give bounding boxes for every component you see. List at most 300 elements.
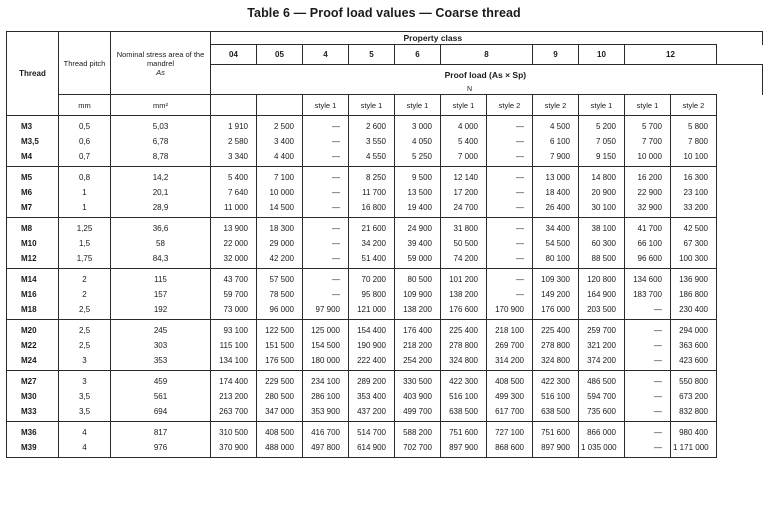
proof-load-col-1-row-1: 174 400: [219, 376, 248, 386]
thread-cell-row-2: M30: [21, 391, 37, 401]
proof-load-col-5-row-3: 138 200: [403, 304, 432, 314]
proof-load-col-10: [625, 116, 671, 167]
proof-load-col-2-row-3: 14 500: [269, 202, 294, 212]
proof-load-col-8-row-2: 516 100: [541, 391, 570, 401]
proof-load-col-1-row-3: 3 340: [227, 151, 248, 161]
pitch-cell: [59, 116, 111, 167]
proof-load-col-3: [303, 320, 349, 371]
proof-load-col-11-row-2: 1 171 000: [673, 442, 709, 452]
proof-load-col-5-row-3: 5 250: [411, 151, 432, 161]
thread-cell: [7, 371, 59, 422]
proof-load-col-10-row-3: —: [654, 406, 662, 416]
proof-load-col-3-row-3: 353 900: [311, 406, 340, 416]
area-cell-row-2: 561: [153, 391, 168, 401]
area-cell-row-2: 20,1: [152, 187, 169, 197]
proof-load-col-4-row-1: 514 700: [357, 427, 386, 437]
pitch-cell-row-2: 1: [82, 187, 87, 197]
proof-load-col-5-row-2: 13 500: [407, 187, 432, 197]
proof-load-col-10-row-2: 66 100: [637, 238, 662, 248]
area-cell-row-1: 14,2: [152, 172, 169, 182]
thread-cell: [7, 269, 59, 320]
proof-load-col-4-row-2: 11 700: [362, 187, 386, 197]
proof-load-col-6: [441, 167, 487, 218]
proof-load-col-6-row-1: 12 140: [453, 172, 478, 182]
proof-load-col-8: [533, 320, 579, 371]
proof-load-col-8-row-3: 7 900: [549, 151, 570, 161]
proof-load-col-6-row-1: 422 300: [449, 376, 478, 386]
proof-load-col-11-row-3: 832 800: [679, 406, 708, 416]
property-class-header: Property class: [211, 32, 763, 45]
proof-load-col-5-row-1: 3 000: [411, 121, 432, 131]
proof-load-col-11-row-2: 186 800: [679, 289, 708, 299]
thread-cell-row-3: M24: [21, 355, 37, 365]
proof-load-col-3: [303, 167, 349, 218]
proof-load-col-4: [349, 167, 395, 218]
pitch-cell-row-2: 2,5: [78, 340, 91, 350]
proof-load-col-3: [303, 218, 349, 269]
proof-load-col-11-row-1: 136 900: [679, 274, 708, 284]
proof-load-col-4-row-3: 51 400: [361, 253, 386, 263]
thread-cell: [7, 218, 59, 269]
proof-load-col-4-row-1: 70 200: [361, 274, 386, 284]
area-cell-row-1: 115: [154, 274, 167, 284]
proof-load-col-5: [395, 320, 441, 371]
thread-cell: [7, 167, 59, 218]
proof-load-col-4-row-1: 289 200: [357, 376, 386, 386]
proof-load-col-7: [487, 167, 533, 218]
area-cell-row-1: 36,6: [152, 223, 169, 233]
proof-load-col-11: [671, 116, 717, 167]
thread-cell-row-3: M7: [21, 202, 33, 212]
proof-load-col-6-row-3: 638 500: [449, 406, 478, 416]
proof-load-col-7-row-1: 408 500: [495, 376, 524, 386]
proof-load-col-5-row-2: 702 700: [403, 442, 432, 452]
proof-load-col-2: [257, 116, 303, 167]
area-cell: [111, 269, 211, 320]
proof-load-col-3-row-2: —: [332, 136, 340, 146]
thread-cell-row-3: M4: [21, 151, 33, 161]
proof-load-col-10-row-1: —: [654, 325, 662, 335]
pitch-cell-row-3: 3: [82, 355, 87, 365]
proof-load-col-8-row-2: 897 900: [541, 442, 570, 452]
proof-load-col-1: [211, 218, 257, 269]
proof-load-col-8: [533, 218, 579, 269]
pitch-cell-row-3: 1,75: [76, 253, 93, 263]
proof-load-col-1-row-2: 22 000: [223, 238, 248, 248]
proof-load-col-2-row-1: 2 500: [273, 121, 294, 131]
area-cell-row-1: 245: [153, 325, 168, 335]
proof-load-col-7: [487, 371, 533, 422]
proof-load-col-10: [625, 269, 671, 320]
proof-load-col-11-row-3: 33 200: [683, 202, 708, 212]
proof-load-col-2: [257, 371, 303, 422]
pitch-cell-row-3: 0,7: [78, 151, 91, 161]
proof-load-col-7: [487, 218, 533, 269]
pitch-cell-row-1: 2,5: [78, 325, 91, 335]
proof-load-col-6-row-3: 74 200: [453, 253, 478, 263]
proof-load-col-4: [349, 116, 395, 167]
stress-area-label: Nominal stress area of the mandrel: [116, 49, 205, 68]
thread-cell-row-2: M6: [21, 187, 33, 197]
proof-load-col-9-row-2: 20 900: [591, 187, 616, 197]
proof-load-col-11-row-3: 10 100: [683, 151, 708, 161]
proof-load-col-2-row-3: 42 200: [269, 253, 294, 263]
proof-load-col-2-row-2: 29 000: [269, 238, 294, 248]
proof-load-col-2: [257, 422, 303, 458]
proof-load-col-5-row-2: 218 200: [403, 340, 432, 350]
proof-load-col-10-row-2: 7 700: [641, 136, 662, 146]
proof-load-col-5-row-1: 588 200: [403, 427, 432, 437]
proof-load-col-2: [257, 167, 303, 218]
proof-load-col-4-row-3: 16 800: [361, 202, 386, 212]
proof-load-col-5-row-1: 80 500: [407, 274, 432, 284]
proof-load-col-9-row-2: 594 700: [587, 391, 616, 401]
proof-load-col-8-row-3: 80 100: [545, 253, 570, 263]
proof-load-col-11: [671, 422, 717, 458]
area-cell: [111, 422, 211, 458]
proof-load-col-10-row-3: 96 600: [637, 253, 662, 263]
proof-load-col-4-row-1: 2 600: [365, 121, 386, 131]
proof-load-col-7-row-1: —: [516, 223, 524, 233]
proof-load-col-5: [395, 371, 441, 422]
proof-load-col-5-row-1: 176 400: [403, 325, 432, 335]
proof-load-col-9: [579, 269, 625, 320]
thread-cell-row-1: M8: [21, 223, 33, 233]
proof-load-col-1-row-3: 73 000: [223, 304, 248, 314]
pitch-cell-row-2: 2: [82, 289, 87, 299]
proof-load-col-10: [625, 218, 671, 269]
property-class-9: 12: [625, 45, 717, 65]
pitch-unit: mm: [59, 95, 111, 116]
proof-load-col-3: [303, 422, 349, 458]
proof-load-col-8-row-3: 26 400: [545, 202, 570, 212]
proof-load-col-10-row-1: 16 200: [637, 172, 662, 182]
proof-load-col-4-row-3: 121 000: [357, 304, 386, 314]
style-label-11: style 2: [671, 95, 717, 116]
stress-area-symbol: As: [156, 67, 165, 77]
proof-load-col-1: [211, 167, 257, 218]
proof-load-col-2-row-2: 151 500: [265, 340, 294, 350]
proof-load-col-1-row-1: 93 100: [223, 325, 248, 335]
proof-load-col-11-row-3: 100 300: [679, 253, 708, 263]
proof-load-col-2-row-1: 122 500: [265, 325, 294, 335]
style-label-3: style 1: [303, 95, 349, 116]
proof-load-col-2-row-1: 57 500: [269, 274, 294, 284]
proof-load-col-9: [579, 371, 625, 422]
proof-load-col-2: [257, 218, 303, 269]
property-class-2: 05: [257, 45, 303, 65]
proof-load-col-6-row-1: 225 400: [449, 325, 478, 335]
proof-load-col-9-row-1: 259 700: [587, 325, 616, 335]
proof-load-col-1: [211, 371, 257, 422]
proof-load-col-4-row-1: 21 600: [361, 223, 386, 233]
thread-cell-row-3: M33: [21, 406, 37, 416]
pitch-cell: [59, 269, 111, 320]
proof-load-col-5-row-3: 499 700: [403, 406, 432, 416]
proof-load-col-10-row-3: —: [654, 304, 662, 314]
thread-cell-row-2: M10: [21, 238, 37, 248]
area-cell: [111, 371, 211, 422]
proof-load-col-9-row-3: 30 100: [591, 202, 616, 212]
proof-load-col-1: [211, 116, 257, 167]
proof-load-col-10-row-2: 22 900: [637, 187, 662, 197]
proof-load-col-5-row-3: 254 200: [403, 355, 432, 365]
proof-load-col-1-row-3: 32 000: [223, 253, 248, 263]
proof-load-col-8-row-2: 18 400: [545, 187, 570, 197]
proof-load-col-11: [671, 167, 717, 218]
style-label-2: [257, 95, 303, 116]
proof-load-col-9-row-1: 5 200: [595, 121, 616, 131]
proof-load-col-8: [533, 116, 579, 167]
proof-load-col-11-row-1: 42 500: [683, 223, 708, 233]
thread-cell-row-1: M36: [21, 427, 37, 437]
proof-load-col-3-row-1: —: [332, 121, 340, 131]
proof-load-col-8-row-3: 324 800: [541, 355, 570, 365]
proof-load-col-10: [625, 167, 671, 218]
proof-load-col-5-row-1: 9 500: [411, 172, 432, 182]
proof-load-col-11-row-2: 23 100: [683, 187, 708, 197]
proof-load-col-2-row-1: 18 300: [269, 223, 294, 233]
proof-load-col-3-row-1: 416 700: [311, 427, 340, 437]
pitch-cell-row-2: 1,5: [78, 238, 91, 248]
proof-load-col-7: [487, 116, 533, 167]
proof-load-col-8-row-1: 13 000: [545, 172, 570, 182]
proof-load-table: [6, 31, 763, 458]
proof-load-col-3-row-1: —: [332, 223, 340, 233]
thread-cell-row-2: M39: [21, 442, 37, 452]
proof-load-col-5-row-2: 39 400: [407, 238, 432, 248]
proof-load-col-9-row-2: 164 900: [587, 289, 616, 299]
proof-load-col-10-row-1: 5 700: [641, 121, 662, 131]
proof-load-col-2-row-3: 176 500: [265, 355, 294, 365]
proof-load-col-6-row-1: 101 200: [449, 274, 478, 284]
thread-cell-row-3: M12: [21, 253, 37, 263]
proof-load-col-11-row-2: 67 300: [683, 238, 708, 248]
proof-load-col-11: [671, 269, 717, 320]
style-label-4: style 1: [349, 95, 395, 116]
thread-cell-row-3: M18: [21, 304, 37, 314]
proof-load-col-5-row-1: 24 900: [407, 223, 432, 233]
style-label-9: style 1: [579, 95, 625, 116]
proof-load-col-7-row-2: 499 300: [495, 391, 524, 401]
proof-load-col-4-row-3: 222 400: [357, 355, 386, 365]
proof-load-col-3-row-3: —: [332, 253, 340, 263]
thread-cell-row-1: M20: [21, 325, 37, 335]
table-title: Table 6 — Proof load values — Coarse thread: [247, 6, 521, 20]
proof-load-col-9-row-1: 120 800: [587, 274, 616, 284]
proof-load-col-6: [441, 218, 487, 269]
proof-load-col-4-row-2: 95 800: [361, 289, 386, 299]
proof-load-col-10: [625, 371, 671, 422]
proof-load-col-9-row-3: 88 500: [591, 253, 616, 263]
proof-load-col-3-row-2: 286 100: [311, 391, 340, 401]
thread-group-6: [7, 371, 763, 422]
proof-load-col-8-row-2: 6 100: [549, 136, 570, 146]
proof-load-col-5: [395, 167, 441, 218]
proof-load-col-8: [533, 422, 579, 458]
proof-load-col-2-row-2: 488 000: [265, 442, 294, 452]
proof-load-col-3-row-1: 234 100: [311, 376, 340, 386]
proof-load-col-2-row-1: 229 500: [265, 376, 294, 386]
property-class-1: 04: [211, 45, 257, 65]
proof-load-col-1-row-1: 1 910: [227, 121, 248, 131]
proof-load-col-3-row-1: 125 000: [311, 325, 340, 335]
proof-load-col-1-row-2: 115 100: [219, 340, 248, 350]
proof-load-col-6-row-1: 31 800: [453, 223, 478, 233]
pitch-header: Thread pitch: [59, 32, 111, 95]
proof-load-col-1-row-2: 7 640: [227, 187, 248, 197]
proof-load-col-7-row-3: 617 700: [495, 406, 524, 416]
pitch-cell-row-1: 2: [82, 274, 87, 284]
proof-load-col-8-row-1: 34 400: [545, 223, 570, 233]
proof-load-col-6-row-1: 4 000: [457, 121, 478, 131]
proof-load-col-11-row-1: 980 400: [679, 427, 708, 437]
property-class-8: 10: [579, 45, 625, 65]
proof-load-col-3-row-2: 154 500: [311, 340, 340, 350]
proof-load-col-8-row-2: 149 200: [541, 289, 570, 299]
proof-load-col-8-row-1: 225 400: [541, 325, 570, 335]
property-class-6: 8: [441, 45, 533, 65]
pitch-cell-row-3: 3,5: [78, 406, 91, 416]
proof-load-col-1-row-1: 13 900: [223, 223, 248, 233]
proof-load-col-3-row-3: 97 900: [315, 304, 340, 314]
pitch-cell: [59, 167, 111, 218]
style-label-5: style 1: [395, 95, 441, 116]
proof-load-col-3: [303, 269, 349, 320]
proof-load-col-7: [487, 320, 533, 371]
proof-load-col-9-row-3: 374 200: [587, 355, 616, 365]
proof-load-col-6-row-3: 324 800: [449, 355, 478, 365]
proof-load-col-4-row-1: 8 250: [365, 172, 386, 182]
pitch-cell: [59, 320, 111, 371]
proof-load-col-11: [671, 371, 717, 422]
proof-load-col-5-row-3: 59 000: [407, 253, 432, 263]
proof-load-col-4: [349, 218, 395, 269]
pitch-cell-row-1: 0,8: [78, 172, 91, 182]
area-cell: [111, 320, 211, 371]
proof-load-col-9: [579, 167, 625, 218]
proof-load-col-10-row-2: 183 700: [633, 289, 662, 299]
proof-load-col-2-row-1: 7 100: [273, 172, 294, 182]
proof-load-col-7: [487, 269, 533, 320]
proof-load-col-4: [349, 320, 395, 371]
proof-load-col-10-row-2: —: [654, 340, 662, 350]
proof-load-col-9-row-1: 14 800: [591, 172, 616, 182]
proof-load-col-11: [671, 218, 717, 269]
thread-group-1: [7, 116, 763, 167]
proof-load-col-4-row-2: 34 200: [361, 238, 386, 248]
proof-load-col-2-row-2: 78 500: [269, 289, 294, 299]
proof-load-col-4: [349, 371, 395, 422]
proof-load-col-3-row-3: —: [332, 202, 340, 212]
proof-load-col-4: [349, 422, 395, 458]
proof-load-col-10-row-1: 134 600: [633, 274, 662, 284]
area-cell-row-2: 58: [156, 238, 165, 248]
proof-load-col-11-row-1: 5 800: [687, 121, 708, 131]
proof-load-col-5-row-1: 330 500: [403, 376, 432, 386]
proof-load-col-2-row-3: 96 000: [269, 304, 294, 314]
proof-load-col-2: [257, 320, 303, 371]
proof-load-col-9: [579, 218, 625, 269]
proof-load-col-8-row-1: 422 300: [541, 376, 570, 386]
proof-load-col-1: [211, 320, 257, 371]
area-cell-row-1: 5,03: [152, 121, 169, 131]
proof-load-col-7-row-3: 314 200: [495, 355, 524, 365]
proof-load-col-10-row-3: 10 000: [637, 151, 662, 161]
proof-load-col-7-row-1: —: [516, 172, 524, 182]
proof-load-col-10-row-2: —: [654, 442, 662, 452]
proof-load-col-2-row-1: 408 500: [265, 427, 294, 437]
thread-group-2: [7, 167, 763, 218]
proof-load-col-9-row-1: 38 100: [591, 223, 616, 233]
proof-load-col-1-row-1: 310 500: [219, 427, 248, 437]
proof-load-col-4-row-2: 614 900: [357, 442, 386, 452]
proof-load-col-5: [395, 116, 441, 167]
thread-cell-row-1: M27: [21, 376, 37, 386]
proof-load-col-3-row-2: —: [332, 187, 340, 197]
proof-load-col-1-row-3: 11 000: [224, 202, 248, 212]
proof-load-col-7-row-3: —: [516, 253, 524, 263]
pitch-cell: [59, 218, 111, 269]
pitch-cell-row-1: 0,5: [78, 121, 91, 131]
proof-load-col-7-row-3: —: [516, 151, 524, 161]
pitch-cell-row-2: 0,6: [78, 136, 91, 146]
area-cell-row-3: 8,78: [152, 151, 169, 161]
proof-load-col-3: [303, 116, 349, 167]
proof-load-col-6-row-3: 7 000: [457, 151, 478, 161]
proof-load-col-1-row-3: 134 100: [219, 355, 248, 365]
proof-load-col-4-row-2: 3 550: [365, 136, 386, 146]
proof-load-col-6: [441, 371, 487, 422]
proof-load-col-2-row-3: 4 400: [273, 151, 294, 161]
proof-load-col-5: [395, 269, 441, 320]
proof-load-col-9-row-2: 7 050: [595, 136, 616, 146]
proof-load-col-5-row-2: 109 900: [403, 289, 432, 299]
property-class-7: 9: [533, 45, 579, 65]
proof-load-col-6-row-2: 516 100: [449, 391, 478, 401]
proof-load-col-4-row-3: 437 200: [357, 406, 386, 416]
proof-load-col-6: [441, 269, 487, 320]
proof-load-col-11-row-2: 673 200: [679, 391, 708, 401]
thread-cell-row-1: M14: [21, 274, 37, 284]
proof-load-col-10-row-1: —: [654, 376, 662, 386]
proof-load-col-11-row-1: 16 300: [683, 172, 708, 182]
proof-load-col-8-row-3: 176 000: [541, 304, 570, 314]
proof-load-col-9-row-2: 321 200: [587, 340, 616, 350]
proof-load-col-1: [211, 269, 257, 320]
area-cell: [111, 116, 211, 167]
proof-load-col-9-row-1: 866 000: [587, 427, 616, 437]
proof-load-col-6-row-1: 751 600: [449, 427, 478, 437]
proof-load-col-3-row-1: —: [332, 274, 340, 284]
proof-load-col-9: [579, 116, 625, 167]
area-cell: [111, 167, 211, 218]
proof-load-col-1-row-3: 263 700: [219, 406, 248, 416]
proof-load-col-7-row-2: —: [516, 289, 524, 299]
area-cell-row-2: 303: [153, 340, 168, 350]
pitch-cell: [59, 422, 111, 458]
proof-load-col-6: [441, 116, 487, 167]
thread-cell-row-2: M22: [21, 340, 37, 350]
pitch-cell-row-1: 4: [82, 427, 87, 437]
proof-load-col-11-row-2: 363 600: [679, 340, 708, 350]
proof-load-col-6-row-2: 50 500: [453, 238, 478, 248]
proof-load-col-3-row-3: 180 000: [311, 355, 340, 365]
area-cell-row-3: 28,9: [152, 202, 169, 212]
proof-load-col-2: [257, 269, 303, 320]
area-cell-row-3: 353: [153, 355, 168, 365]
thread-cell-row-1: M3: [21, 121, 33, 131]
